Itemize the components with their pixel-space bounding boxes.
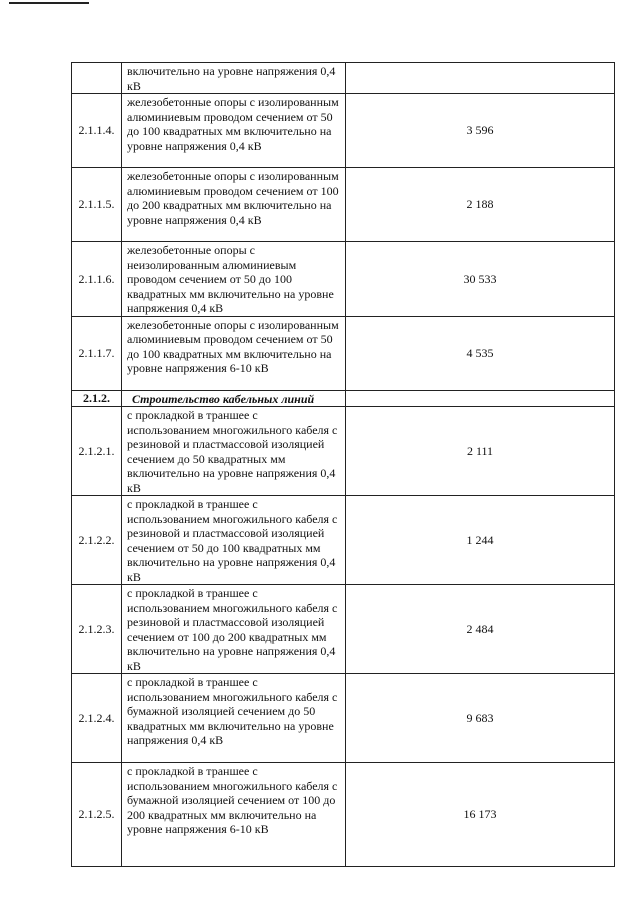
row-value: 30 533 xyxy=(346,242,615,317)
row-description: включительно на уровне напряжения 0,4 кВ xyxy=(122,63,346,94)
row-value xyxy=(346,390,615,407)
table-row xyxy=(72,407,615,496)
row-number: 2.1.1.5. xyxy=(72,168,122,242)
header-rule xyxy=(9,2,89,4)
row-value: 2 484 xyxy=(346,585,615,674)
row-number: 2.1.2.2. xyxy=(72,496,122,585)
row-number: 2.1.2.5. xyxy=(72,763,122,867)
row-value: 1 244 xyxy=(346,496,615,585)
row-number: 2.1.1.7. xyxy=(72,316,122,390)
table-row xyxy=(72,94,615,168)
row-number xyxy=(72,63,122,94)
row-description: железобетонные опоры с изолированным алюминиевым проводом сечением от 100 до 200 квадратных мм включительно на уровне напряжения 0,4 кВ xyxy=(122,168,346,242)
row-number: 2.1.1.4. xyxy=(72,94,122,168)
table-row xyxy=(72,496,615,585)
table-row xyxy=(72,585,615,674)
row-number: 2.1.1.6. xyxy=(72,242,122,317)
tariff-table xyxy=(71,62,615,867)
row-description: железобетонные опоры с неизолированным алюминиевым проводом сечением от 50 до 100 квадратных мм включительно на уровне напряжения 0,4 кВ xyxy=(122,242,346,317)
section-row xyxy=(72,390,615,407)
table-row xyxy=(72,674,615,763)
row-value: 4 535 xyxy=(346,316,615,390)
row-description: с прокладкой в траншее с использованием многожильного кабеля с резиновой и пластмассовой изоляцией сечением от 50 до 100 квадратных мм включительно на уровне напряжения 0,4 кВ xyxy=(122,496,346,585)
row-value: 3 596 xyxy=(346,94,615,168)
table-row xyxy=(72,316,615,390)
row-description: железобетонные опоры с изолированным алюминиевым проводом сечением от 50 до 100 квадратных мм включительно на уровне напряжения 6-10 кВ xyxy=(122,316,346,390)
table-row xyxy=(72,168,615,242)
row-description: железобетонные опоры с изолированным алюминиевым проводом сечением от 50 до 100 квадратных мм включительно на уровне напряжения 0,4 кВ xyxy=(122,94,346,168)
row-value: 2 188 xyxy=(346,168,615,242)
row-description: с прокладкой в траншее с использованием многожильного кабеля с бумажной изоляцией сечением от 100 до 200 квадратных мм включительно на уровне напряжения 6-10 кВ xyxy=(122,763,346,867)
row-number: 2.1.2.4. xyxy=(72,674,122,763)
row-description: с прокладкой в траншее с использованием многожильного кабеля с бумажной изоляцией сечением до 50 квадратных мм включительно на уровне напряжения 0,4 кВ xyxy=(122,674,346,763)
table-row xyxy=(72,63,615,94)
table-row xyxy=(72,242,615,317)
row-description: с прокладкой в траншее с использованием многожильного кабеля с резиновой и пластмассовой изоляцией сечением от 100 до 200 квадратных мм включительно на уровне напряжения 0,4 кВ xyxy=(122,585,346,674)
table-row xyxy=(72,763,615,867)
row-value: 9 683 xyxy=(346,674,615,763)
row-description: с прокладкой в траншее с использованием многожильного кабеля с резиновой и пластмассовой изоляцией сечением до 50 квадратных мм включительно на уровне напряжения 0,4 кВ xyxy=(122,407,346,496)
row-number: 2.1.2.3. xyxy=(72,585,122,674)
row-value: 16 173 xyxy=(346,763,615,867)
row-number: 2.1.2.1. xyxy=(72,407,122,496)
table-body xyxy=(72,63,615,867)
row-number: 2.1.2. xyxy=(72,390,122,407)
row-value: 2 111 xyxy=(346,407,615,496)
row-value xyxy=(346,63,615,94)
row-description: Строительство кабельных линий xyxy=(122,390,346,407)
